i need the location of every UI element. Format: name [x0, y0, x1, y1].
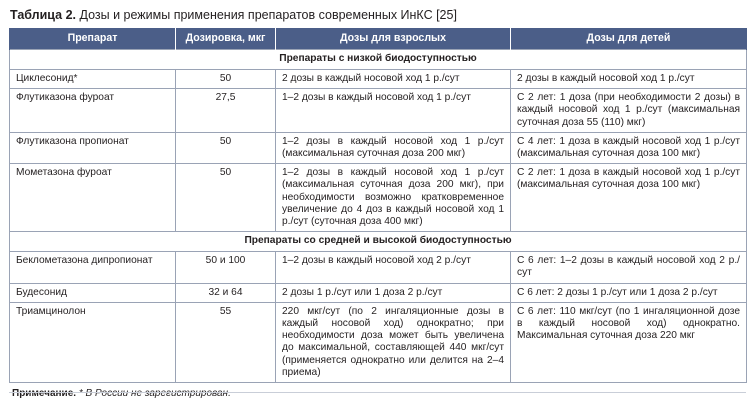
dosage-table [9, 28, 747, 383]
adult-dose-cell: 1–2 дозы в каждый носовой ход 2 р./сут [276, 252, 511, 283]
header-drug: Препарат [10, 28, 176, 50]
adult-dose-cell: 1–2 дозы в каждый носовой ход 1 р./сут (максимальная суточная доза 200 мкг) [276, 132, 511, 163]
table-row [10, 252, 747, 283]
table-header-row [10, 28, 747, 50]
table-row [10, 89, 747, 133]
table-caption [10, 8, 746, 23]
drug-cell: Циклесонид* [10, 70, 176, 89]
header-child-doses: Дозы для детей [511, 28, 747, 50]
drug-cell: Будесонид [10, 283, 176, 302]
child-dose-cell: С 2 лет: 1 доза в каждый носовой ход 1 р./сут (максимальная суточная доза 100 мкг) [511, 164, 747, 232]
dosage-cell: 27,5 [176, 89, 276, 133]
adult-dose-cell: 1–2 дозы в каждый носовой ход 1 р./сут [276, 89, 511, 133]
child-dose-cell: 2 дозы в каждый носовой ход 1 р./сут [511, 70, 747, 89]
dosage-cell: 55 [176, 302, 276, 382]
dosage-cell: 32 и 64 [176, 283, 276, 302]
bottom-divider [9, 392, 746, 393]
table-row [10, 302, 747, 382]
dosage-cell: 50 и 100 [176, 252, 276, 283]
child-dose-cell: С 6 лет: 2 дозы 1 р./сут или 1 доза 2 р./сут [511, 283, 747, 302]
child-dose-cell: С 2 лет: 1 доза (при необходимости 2 дозы) в каждый носовой ход 1 р./сут (максимальная суточная доза 55 (110) мкг) [511, 89, 747, 133]
adult-dose-cell: 2 дозы 1 р./сут или 1 доза 2 р./сут [276, 283, 511, 302]
group-title: Препараты с низкой биодоступностью [10, 50, 747, 70]
dosage-cell: 50 [176, 70, 276, 89]
drug-cell: Флутиказона фуроат [10, 89, 176, 133]
drug-cell: Флутиказона пропионат [10, 132, 176, 163]
dosage-cell: 50 [176, 132, 276, 163]
dosage-cell: 50 [176, 164, 276, 232]
table-row [10, 164, 747, 232]
footnote-text: * В России не зарегистрирован. [76, 388, 231, 400]
adult-dose-cell: 1–2 дозы в каждый носовой ход 1 р./сут (максимальная суточная доза 200 мкг), при необходимости возможно кратковременное увеличение до 4 доз в каждый носовой ход 1 р./сут (суточная доза 400 мкг) [276, 164, 511, 232]
table-footnote [12, 388, 746, 400]
footnote-label: Примечание. [12, 388, 77, 400]
table-caption-title: Дозы и режимы применения препаратов современных ИнКС [25] [76, 8, 457, 22]
table-row [10, 132, 747, 163]
child-dose-cell: С 6 лет: 110 мкг/сут (по 1 ингаляционной дозе в каждый носовой ход) однократно. Максимальная суточная доза 220 мкг [511, 302, 747, 382]
child-dose-cell: С 6 лет: 1–2 дозы в каждый носовой ход 2 р./сут [511, 252, 747, 283]
table-row [10, 283, 747, 302]
drug-cell: Мометазона фуроат [10, 164, 176, 232]
group-title: Препараты со средней и высокой биодоступностью [10, 232, 747, 252]
table-row [10, 70, 747, 89]
drug-cell: Триамцинолон [10, 302, 176, 382]
adult-dose-cell: 220 мкг/сут (по 2 ингаляционные дозы в каждый носовой ход) однократно; при необходимости доза может быть увеличена до максимальной, составляющей 440 мкг/сут (применяется однократно или делится на 2–4 приема) [276, 302, 511, 382]
child-dose-cell: С 4 лет: 1 доза в каждый носовой ход 1 р./сут (максимальная суточная доза 100 мкг) [511, 132, 747, 163]
header-dosage: Дозировка, мкг [176, 28, 276, 50]
adult-dose-cell: 2 дозы в каждый носовой ход 1 р./сут [276, 70, 511, 89]
drug-cell: Беклометазона дипропионат [10, 252, 176, 283]
header-adult-doses: Дозы для взрослых [276, 28, 511, 50]
table-caption-label: Таблица 2. [10, 8, 76, 22]
group-row-low-bioavailability [10, 50, 747, 70]
group-row-medium-high-bioavailability [10, 232, 747, 252]
